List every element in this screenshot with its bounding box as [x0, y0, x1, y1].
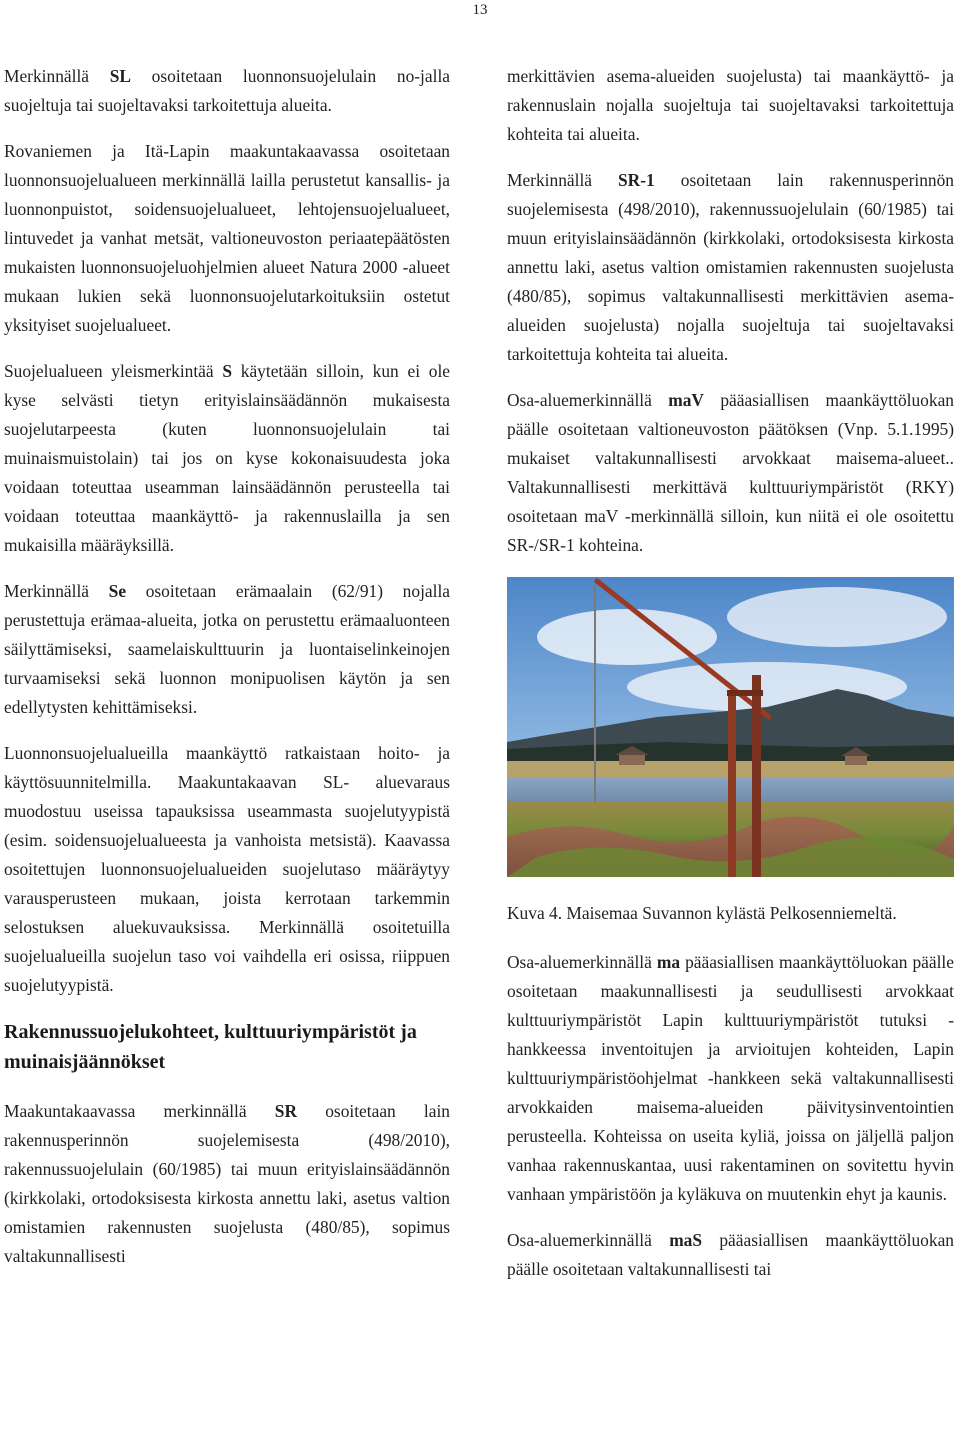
photo-caption: Kuva 4. Maisemaa Suvannon kylästä Pelkosenniemeltä.	[507, 903, 897, 923]
paragraph-s: Suojelualueen yleismerkintää S käytetään silloin, kun ei ole kyse selvästi tietyn erityislainsäädännön mukaisesta suojelutarpeesta (kuten luonnonsuojelulain tai muinaismuistolain) tai jos on kyse kokonaisuudesta joka voidaan toteuttaa useamman lainsäädännön perusteella tai voidaan toteuttaa maankäyttö- ja rakennuslailla ja sen mukaisilla määräyksillä.	[4, 361, 451, 555]
marker-sl: SL	[109, 66, 131, 86]
paragraph-rovaniemi: Rovaniemen ja Itä-Lapin maakuntakaavassa osoitetaan luonnonsuojelualueen merkinnällä lailla perustetut kansallis- ja luonnonpuistot, soidensuojelualueet, lehtojensuojelualueet, lintuvedet ja vanhat metsät, valtioneuvoston periaatepäätösten mukaisten luonnonsuojeluohjelmien alueet Natura 2000 -alueet mukaan lukien sekä luonnonsuojelutarkoituksiin ostetut yksityiset suojelualueet.	[4, 141, 450, 335]
paragraph-ma: Osa-aluemerkinnällä ma pääasiallisen maankäyttöluokan päälle osoitetaan maakunnallisesti ja seudullisesti arvokkaat kulttuuriympäristöt Lapin kulttuuriympäristöt tutuksi -hankkeessa inventoitujen ja arvioitujen kohteiden, Lapin kulttuuriympäristöohjelmat -hankkeen sekä valtakunnallisesti arvokkaiden maisema-alueiden päivitysinventointien perusteella. Kohteissa on useita kyliä, joissa on jäljellä paljon vanhaa rakennuskantaa, uusi rakentaminen on sovitettu hyvin vanhaan ympäristöön ja kyläkuva on muutenkin ehyt ja kaunis.	[507, 952, 954, 1204]
page-number: 13	[472, 2, 488, 18]
paragraph-sr: Maakuntakaavassa merkinnällä SR osoitetaan lain rakennusperinnön suojelemisesta (498/2010), rakennussuojelulain (60/1985) tai muun erityislainsäädännön (kirkkolaki, ortodoksisesta kirkosta annettu laki, asetus valtion omistamien rakennusten suojelusta (480/85), sopimus valtakunnallisesti	[4, 1101, 451, 1266]
marker-mas: maS	[669, 1230, 703, 1250]
right-column	[507, 62, 954, 1301]
marker-sr1: SR-1	[618, 170, 655, 190]
paragraph-sr-continued: merkittävien asema-alueiden suojelusta) tai maankäyttö- ja rakennuslain nojalla suojeltuja tai suojeltavaksi tarkoitettuja kohteita tai alueita.	[507, 66, 954, 144]
section-heading: Rakennussuojelukohteet, kulttuuriympäristöt ja muinaisjäännökset	[4, 1021, 417, 1073]
marker-sr: SR	[274, 1101, 298, 1121]
paragraph-sr1: Merkinnällä SR-1 osoitetaan lain rakennusperinnön suojelemisesta (498/2010), rakennussuojelulain (60/1985) tai muun erityislainsäädännön (kirkkolaki, ortodoksisesta kirkosta annettu laki, asetus valtion omistamien rakennusten suojelusta (480/85), sopimus valtakunnallisesti merkittävien asema-alueiden suojelusta) nojalla suojeltuja tai suojeltavaksi tarkoitettuja kohteita tai alueita.	[507, 170, 954, 364]
landscape-photo	[507, 577, 954, 877]
marker-ma: ma	[656, 952, 681, 972]
paragraph-mas: Osa-aluemerkinnällä maS pääasiallisen maankäyttöluokan päälle osoitetaan valtakunnallisesti tai	[507, 1230, 954, 1279]
paragraph-sl: Merkinnällä SL osoitetaan luonnonsuojelulain no-jalla suojeltuja tai suojeltavaksi tarkoitettuja alueita.	[4, 66, 450, 115]
paragraph-se: Merkinnällä Se osoitetaan erämaalain (62/91) nojalla perustettuja erämaa-alueita, jotka on perustettu erämaaluonteen säilyttämiseksi, saamelaiskulttuurin ja luontaiselinkeinojen turvaamiseksi sekä luonnon monipuolisen käytön ja sen edellytysten kehittämiseksi.	[4, 581, 450, 717]
paragraph-land-use: Luonnonsuojelualueilla maankäyttö ratkaistaan hoito- ja käyttösuunnitelmilla. Maakuntakaavan SL- aluevaraus muodostuu useissa tapauksissa useammasta suojelutyypistä (esim. soidensuojelualueesta ja vanhoista metsistä). Kaavassa osoitettujen luonnonsuojelualueiden suojelutaso määräytyy varausperusteen mukaan, joista kerrotaan tarkemmin selostuksen aluekuvauksissa. Merkinnällä osoitetuilla suojelualueilla suojelun taso voi vaihdella eri osissa, riippuen suojelutyypistä.	[4, 743, 450, 995]
paragraph-mav: Osa-aluemerkinnällä maV pääasiallisen maankäyttöluokan päälle osoitetaan valtioneuvoston päätöksen (Vnp. 5.1.1995) mukaiset valtakunnallisesti arvokkaat maisema-alueet.. Valtakunnallisesti merkittävä kulttuuriympäristöt (RKY) osoitetaan maV -merkinnällä silloin, kun niitä ei ole osoitettu SR-/SR-1 kohteina.	[507, 390, 954, 555]
marker-se: Se	[108, 581, 127, 601]
marker-s: S	[222, 361, 233, 381]
marker-mav: maV	[668, 390, 704, 410]
left-column	[4, 62, 450, 1288]
